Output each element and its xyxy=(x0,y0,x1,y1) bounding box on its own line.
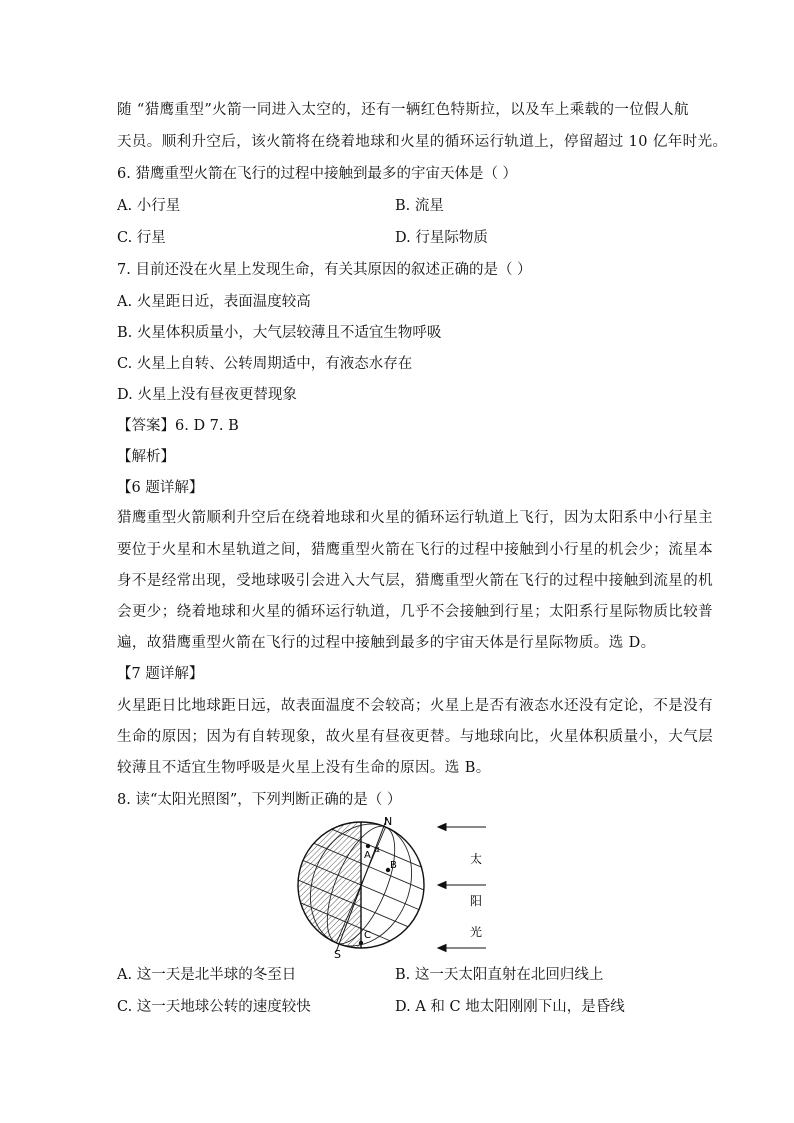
q6-stem: 6. 猎鹰重型火箭在飞行的过程中接触到最多的宇宙天体是（ ） xyxy=(117,166,518,182)
sun-text-1: 太 xyxy=(470,852,483,866)
q7-detail-heading: 【7 题详解】 xyxy=(117,666,204,682)
q6-detail-line-4: 会更少；绕着地球和火星的循环运行轨道，几乎不会接触到行星；太阳系行星际物质比较普 xyxy=(117,604,713,620)
q6-detail-line-3: 身不是经常出现，受地球吸引会进入大气层，猎鹰重型火箭在飞行的过程中接触到流星的机 xyxy=(117,573,713,589)
q7-option-a: A. 火星距日近，表面温度较高 xyxy=(117,294,311,310)
q6-detail-line-1: 猎鹰重型火箭顺利升空后在绕着地球和火星的循环运行轨道上飞行，因为太阳系中小行星主 xyxy=(117,510,713,526)
analysis-heading: 【解析】 xyxy=(117,449,175,465)
sun-text-3: 光 xyxy=(470,925,483,939)
sun-text-2: 阳 xyxy=(470,894,483,908)
q6-detail-line-5: 遍，故猎鹰重型火箭在飞行的过程中接触到最多的宇宙天体是行星际物质。选 D。 xyxy=(117,635,656,651)
q7-detail-line-3: 较薄且不适宜生物呼吸是火星上没有生命的原因。选 B。 xyxy=(117,760,491,776)
q8-stem: 8. 读“太阳光照图”，下列判断正确的是（ ） xyxy=(117,792,402,808)
label-north: N xyxy=(384,815,393,828)
point-c xyxy=(359,941,363,945)
q8-option-d: D. A 和 C 地太阳刚刚下山，是昏线 xyxy=(395,999,625,1015)
q7-stem: 7. 目前还没在火星上发现生命，有关其原因的叙述正确的是（ ） xyxy=(117,262,532,278)
q6-option-b: B. 流星 xyxy=(395,198,444,214)
q8-option-a: A. 这一天是北半球的冬至日 xyxy=(117,967,297,983)
q6-detail-line-2: 要位于火星和木星轨道之间，猎鹰重型火箭在飞行的过程中接触到小行星的机会少；流星本 xyxy=(117,542,713,558)
label-angle: α xyxy=(374,845,380,855)
label-b: B xyxy=(390,860,397,871)
sunlight-diagram xyxy=(296,810,496,960)
q7-option-c: C. 火星上自转、公转周期适中，有液态水存在 xyxy=(117,356,413,372)
q8-option-b: B. 这一天太阳直射在北回归线上 xyxy=(395,967,604,983)
q8-option-c: C. 这一天地球公转的速度较快 xyxy=(117,999,311,1015)
q7-option-b: B. 火星体积质量小，大气层较薄且不适宜生物呼吸 xyxy=(117,325,442,341)
intro-line-1: 随 “猎鹰重型”火箭一同进入太空的，还有一辆红色特斯拉，以及车上乘载的一位假人航 xyxy=(117,102,689,118)
label-a: A xyxy=(364,850,371,861)
q7-detail-line-1: 火星距日比地球距日远，故表面温度不会较高；火星上是否有液态水还没有定论，不是没有 xyxy=(117,698,713,714)
q7-option-d: D. 火星上没有昼夜更替现象 xyxy=(117,387,297,403)
label-c: C xyxy=(364,930,371,941)
q6-option-c: C. 行星 xyxy=(117,230,166,246)
q7-detail-line-2: 生命的原因；因为有自转现象，故火星有昼夜更替。与地球向比，火星体积质量小，大气层 xyxy=(117,729,713,745)
answer-line: 【答案】6. D 7. B xyxy=(117,418,239,434)
intro-line-2: 天员。顺利升空后，该火箭将在绕着地球和火星的循环运行轨道上，停留超过 10 亿年时光。 xyxy=(117,134,728,150)
q6-detail-heading: 【6 题详解】 xyxy=(117,480,204,496)
point-a xyxy=(366,844,370,848)
q6-option-a: A. 小行星 xyxy=(117,198,181,214)
label-south: S xyxy=(334,948,341,960)
q6-option-d: D. 行星际物质 xyxy=(395,230,488,246)
